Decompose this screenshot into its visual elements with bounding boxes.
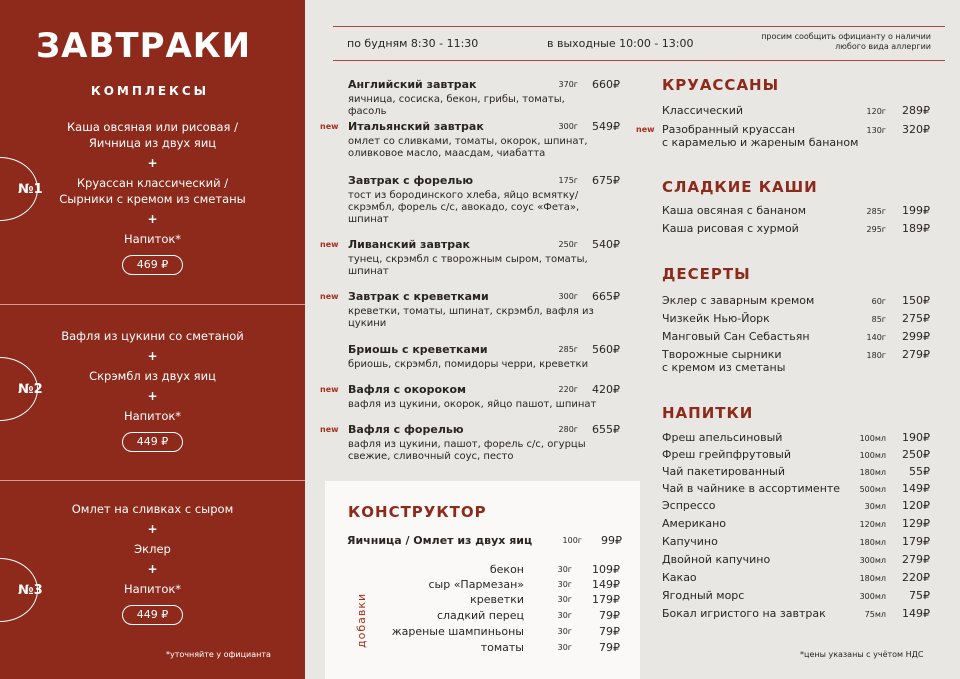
item-price: 420₽: [592, 383, 620, 396]
addon-name: сладкий перец: [436, 609, 524, 622]
item-name: Завтрак с креветками: [348, 290, 489, 303]
combo-line: Напиток*: [123, 409, 182, 423]
item-weight: 180мл: [859, 538, 886, 547]
combo-price: 449 ₽: [122, 432, 184, 452]
item-name: Бриошь с креветками: [348, 343, 488, 356]
new-badge: new: [320, 292, 339, 301]
combo-price: 449 ₽: [122, 605, 184, 625]
combo-line: Вафля из цукини со сметаной: [61, 329, 244, 343]
section-title-drinks: НАПИТКИ: [662, 404, 754, 422]
item-name: Чизкейк Нью-Йорк: [662, 312, 770, 325]
combo-line: Яичница из двух яиц: [88, 136, 217, 150]
plus-sign: +: [147, 389, 158, 403]
item-weight: 280г: [558, 425, 578, 434]
item-weight: 85г: [871, 315, 886, 324]
combo-number: №3: [18, 583, 43, 598]
item-name: Вафля с окороком: [348, 383, 467, 396]
item-weight: 30мл: [864, 502, 886, 511]
item-weight: 120мл: [859, 520, 886, 529]
plus-sign: +: [147, 212, 158, 226]
item-description: креветки, томаты, шпинат, скрэмбл, вафля из цукини: [348, 306, 594, 329]
item-name: Американо: [662, 517, 727, 530]
item-name: Разобранный круассан с карамелью и жареным бананом: [662, 123, 859, 149]
item-description: яичница, сосиска, бекон, грибы, томаты, фасоль: [348, 94, 565, 117]
item-weight: 500мл: [859, 485, 886, 494]
item-weight: 220г: [558, 385, 578, 394]
item-weight: 130г: [866, 126, 886, 135]
item-name: Творожные сырники с кремом из сметаны: [662, 348, 786, 374]
item-name: Классический: [662, 104, 744, 117]
item-name: Каша овсяная с бананом: [662, 204, 806, 217]
item-price: 179₽: [902, 535, 930, 548]
addon-weight: 30г: [557, 565, 572, 574]
item-name: Двойной капучино: [662, 553, 771, 566]
addon-price: 79₽: [599, 625, 620, 638]
item-weight: 295г: [866, 225, 886, 234]
item-price: 665₽: [592, 290, 620, 303]
page-title: ЗАВТРАКИ: [36, 26, 252, 66]
combo-line: Напиток*: [123, 232, 182, 246]
addon-weight: 30г: [557, 643, 572, 652]
item-name: Завтрак с форелью: [348, 174, 474, 187]
item-description: омлет со сливками, томаты, окорок, шпинат, оливковое масло, маасдам, чиабатта: [348, 136, 588, 159]
allergy-note: просим сообщить официанту о наличии любого вида аллергии: [761, 32, 931, 51]
item-description: вафля из цукини, пашот, форель с/с, огурцы свежие, сливочный соус, песто: [348, 439, 586, 462]
item-name: Чай пакетированный: [662, 465, 785, 478]
addon-weight: 30г: [557, 627, 572, 636]
item-name: Ягодный морс: [662, 589, 745, 602]
combo-line: Омлет на сливках с сыром: [71, 502, 234, 516]
combo-line: Скрэмбл из двух яиц: [89, 369, 216, 383]
constructor-base: [347, 534, 622, 547]
addon-weight: 30г: [557, 595, 572, 604]
item-name: Эклер с заварным кремом: [662, 294, 815, 307]
item-name: Итальянский завтрак: [348, 120, 484, 133]
combo-price: 469 ₽: [122, 255, 184, 275]
item-name: Какао: [662, 571, 697, 584]
item-price: 675₽: [592, 174, 620, 187]
combo-line: Эклер: [134, 542, 171, 556]
new-badge: new: [320, 385, 339, 394]
item-weight: 180мл: [859, 468, 886, 477]
item-price: 289₽: [902, 104, 930, 117]
combo-line: Сырники с кремом из сметаны: [59, 192, 246, 206]
divider: [0, 480, 305, 481]
combo-3: [0, 501, 305, 625]
plus-sign: +: [147, 522, 158, 536]
combos-heading: КОМПЛЕКСЫ: [90, 84, 210, 98]
item-weight: 300мл: [859, 556, 886, 565]
item-name: Чай в чайнике в ассортименте: [662, 482, 841, 495]
item-name: Эспрессо: [662, 499, 716, 512]
item-description: тост из бородинского хлеба, яйцо всмятку/скрэмбл, форель с/с, авокадо, соус «Фета», шпинат: [348, 190, 580, 225]
addon-name: жареные шампиньоны: [391, 625, 524, 638]
item-weight: 250г: [558, 240, 578, 249]
plus-sign: +: [147, 156, 158, 170]
item-price: 55₽: [909, 465, 930, 478]
item-name: Фреш грейпфрутовый: [662, 448, 792, 461]
item-price: 299₽: [902, 330, 930, 343]
item-name: Бокал игристого на завтрак: [662, 607, 826, 620]
item-weight: 175г: [558, 176, 578, 185]
combo-footnote: *уточняйте у официанта: [166, 650, 271, 659]
divider: [0, 304, 305, 305]
addon-price: 179₽: [592, 593, 620, 606]
item-weight: 75мл: [864, 610, 886, 619]
item-weight: 285г: [866, 207, 886, 216]
item-weight: 300мл: [859, 592, 886, 601]
item-weight: 140г: [866, 333, 886, 342]
item-price: 99₽: [601, 534, 622, 547]
item-name: Вафля с форелью: [348, 423, 464, 436]
item-name: Ливанский завтрак: [348, 238, 470, 251]
hours-bar: [333, 26, 945, 61]
item-price: 190₽: [902, 431, 930, 444]
item-price: 320₽: [902, 123, 930, 136]
new-badge: new: [320, 122, 339, 131]
item-price: 279₽: [902, 348, 930, 361]
constructor-panel: [325, 481, 640, 679]
section-title-croissants: КРУАССАНЫ: [662, 76, 780, 94]
item-description: бриошь, скрэмбл, помидоры черри, креветки: [348, 359, 589, 370]
item-price: 655₽: [592, 423, 620, 436]
combos-panel: [0, 0, 305, 679]
item-weight: 100г: [562, 536, 582, 545]
weekday-hours: по будням 8:30 - 11:30: [347, 37, 479, 50]
new-badge: new: [320, 425, 339, 434]
combo-number: №1: [18, 182, 43, 197]
plus-sign: +: [147, 349, 158, 363]
addon-name: сыр «Пармезан»: [428, 578, 524, 591]
section-title-desserts: ДЕСЕРТЫ: [662, 265, 751, 283]
item-price: 660₽: [592, 78, 620, 91]
item-price: 220₽: [902, 571, 930, 584]
item-name: Капучино: [662, 535, 718, 548]
item-name: Английский завтрак: [348, 78, 477, 91]
item-weight: 100мл: [859, 451, 886, 460]
item-weight: 300г: [558, 292, 578, 301]
new-badge: new: [636, 125, 655, 134]
item-price: 560₽: [592, 343, 620, 356]
addon-weight: 30г: [557, 611, 572, 620]
plus-sign: +: [147, 562, 158, 576]
item-weight: 285г: [558, 345, 578, 354]
combo-1: [0, 119, 305, 275]
item-price: 149₽: [902, 482, 930, 495]
item-price: 275₽: [902, 312, 930, 325]
item-name: Фреш апельсиновый: [662, 431, 783, 444]
item-price: 540₽: [592, 238, 620, 251]
vat-note: *цены указаны с учётом НДС: [800, 650, 924, 659]
item-weight: 120г: [866, 107, 886, 116]
addon-price: 109₽: [592, 563, 620, 576]
addon-name: томаты: [480, 641, 524, 654]
item-weight: 100мл: [859, 434, 886, 443]
combo-line: Напиток*: [123, 582, 182, 596]
item-description: тунец, скрэмбл с творожным сыром, томаты, шпинат: [348, 254, 588, 277]
item-price: 150₽: [902, 294, 930, 307]
item-price: 250₽: [902, 448, 930, 461]
item-price: 149₽: [902, 607, 930, 620]
item-price: 129₽: [902, 517, 930, 530]
item-price: 199₽: [902, 204, 930, 217]
addon-price: 149₽: [592, 578, 620, 591]
addon-price: 79₽: [599, 641, 620, 654]
combo-number: №2: [18, 382, 43, 397]
addon-price: 79₽: [599, 609, 620, 622]
addon-name: креветки: [470, 593, 524, 606]
addon-weight: 30г: [557, 580, 572, 589]
combo-line: Каша овсяная или рисовая /: [67, 120, 238, 134]
item-weight: 180г: [866, 351, 886, 360]
item-price: 279₽: [902, 553, 930, 566]
item-weight: 370г: [558, 80, 578, 89]
section-title-porridges: СЛАДКИЕ КАШИ: [662, 178, 818, 196]
item-price: 189₽: [902, 222, 930, 235]
item-weight: 60г: [871, 297, 886, 306]
combo-line: Круассан классический /: [76, 176, 229, 190]
item-name: Каша рисовая с хурмой: [662, 222, 799, 235]
item-name: Яичница / Омлет из двух яиц: [347, 534, 533, 547]
item-weight: 300г: [558, 122, 578, 131]
new-badge: new: [320, 240, 339, 249]
item-description: вафля из цукини, окорок, яйцо пашот, шпинат: [348, 399, 597, 410]
addons-label: добавки: [355, 592, 368, 648]
combo-2: [0, 328, 305, 452]
weekend-hours: в выходные 10:00 - 13:00: [547, 37, 694, 50]
addon-name: бекон: [489, 563, 524, 576]
item-name: Манговый Сан Себастьян: [662, 330, 810, 343]
constructor-title: КОНСТРУКТОР: [348, 503, 487, 521]
item-price: 549₽: [592, 120, 620, 133]
item-price: 120₽: [902, 499, 930, 512]
item-weight: 180мл: [859, 574, 886, 583]
item-price: 75₽: [909, 589, 930, 602]
